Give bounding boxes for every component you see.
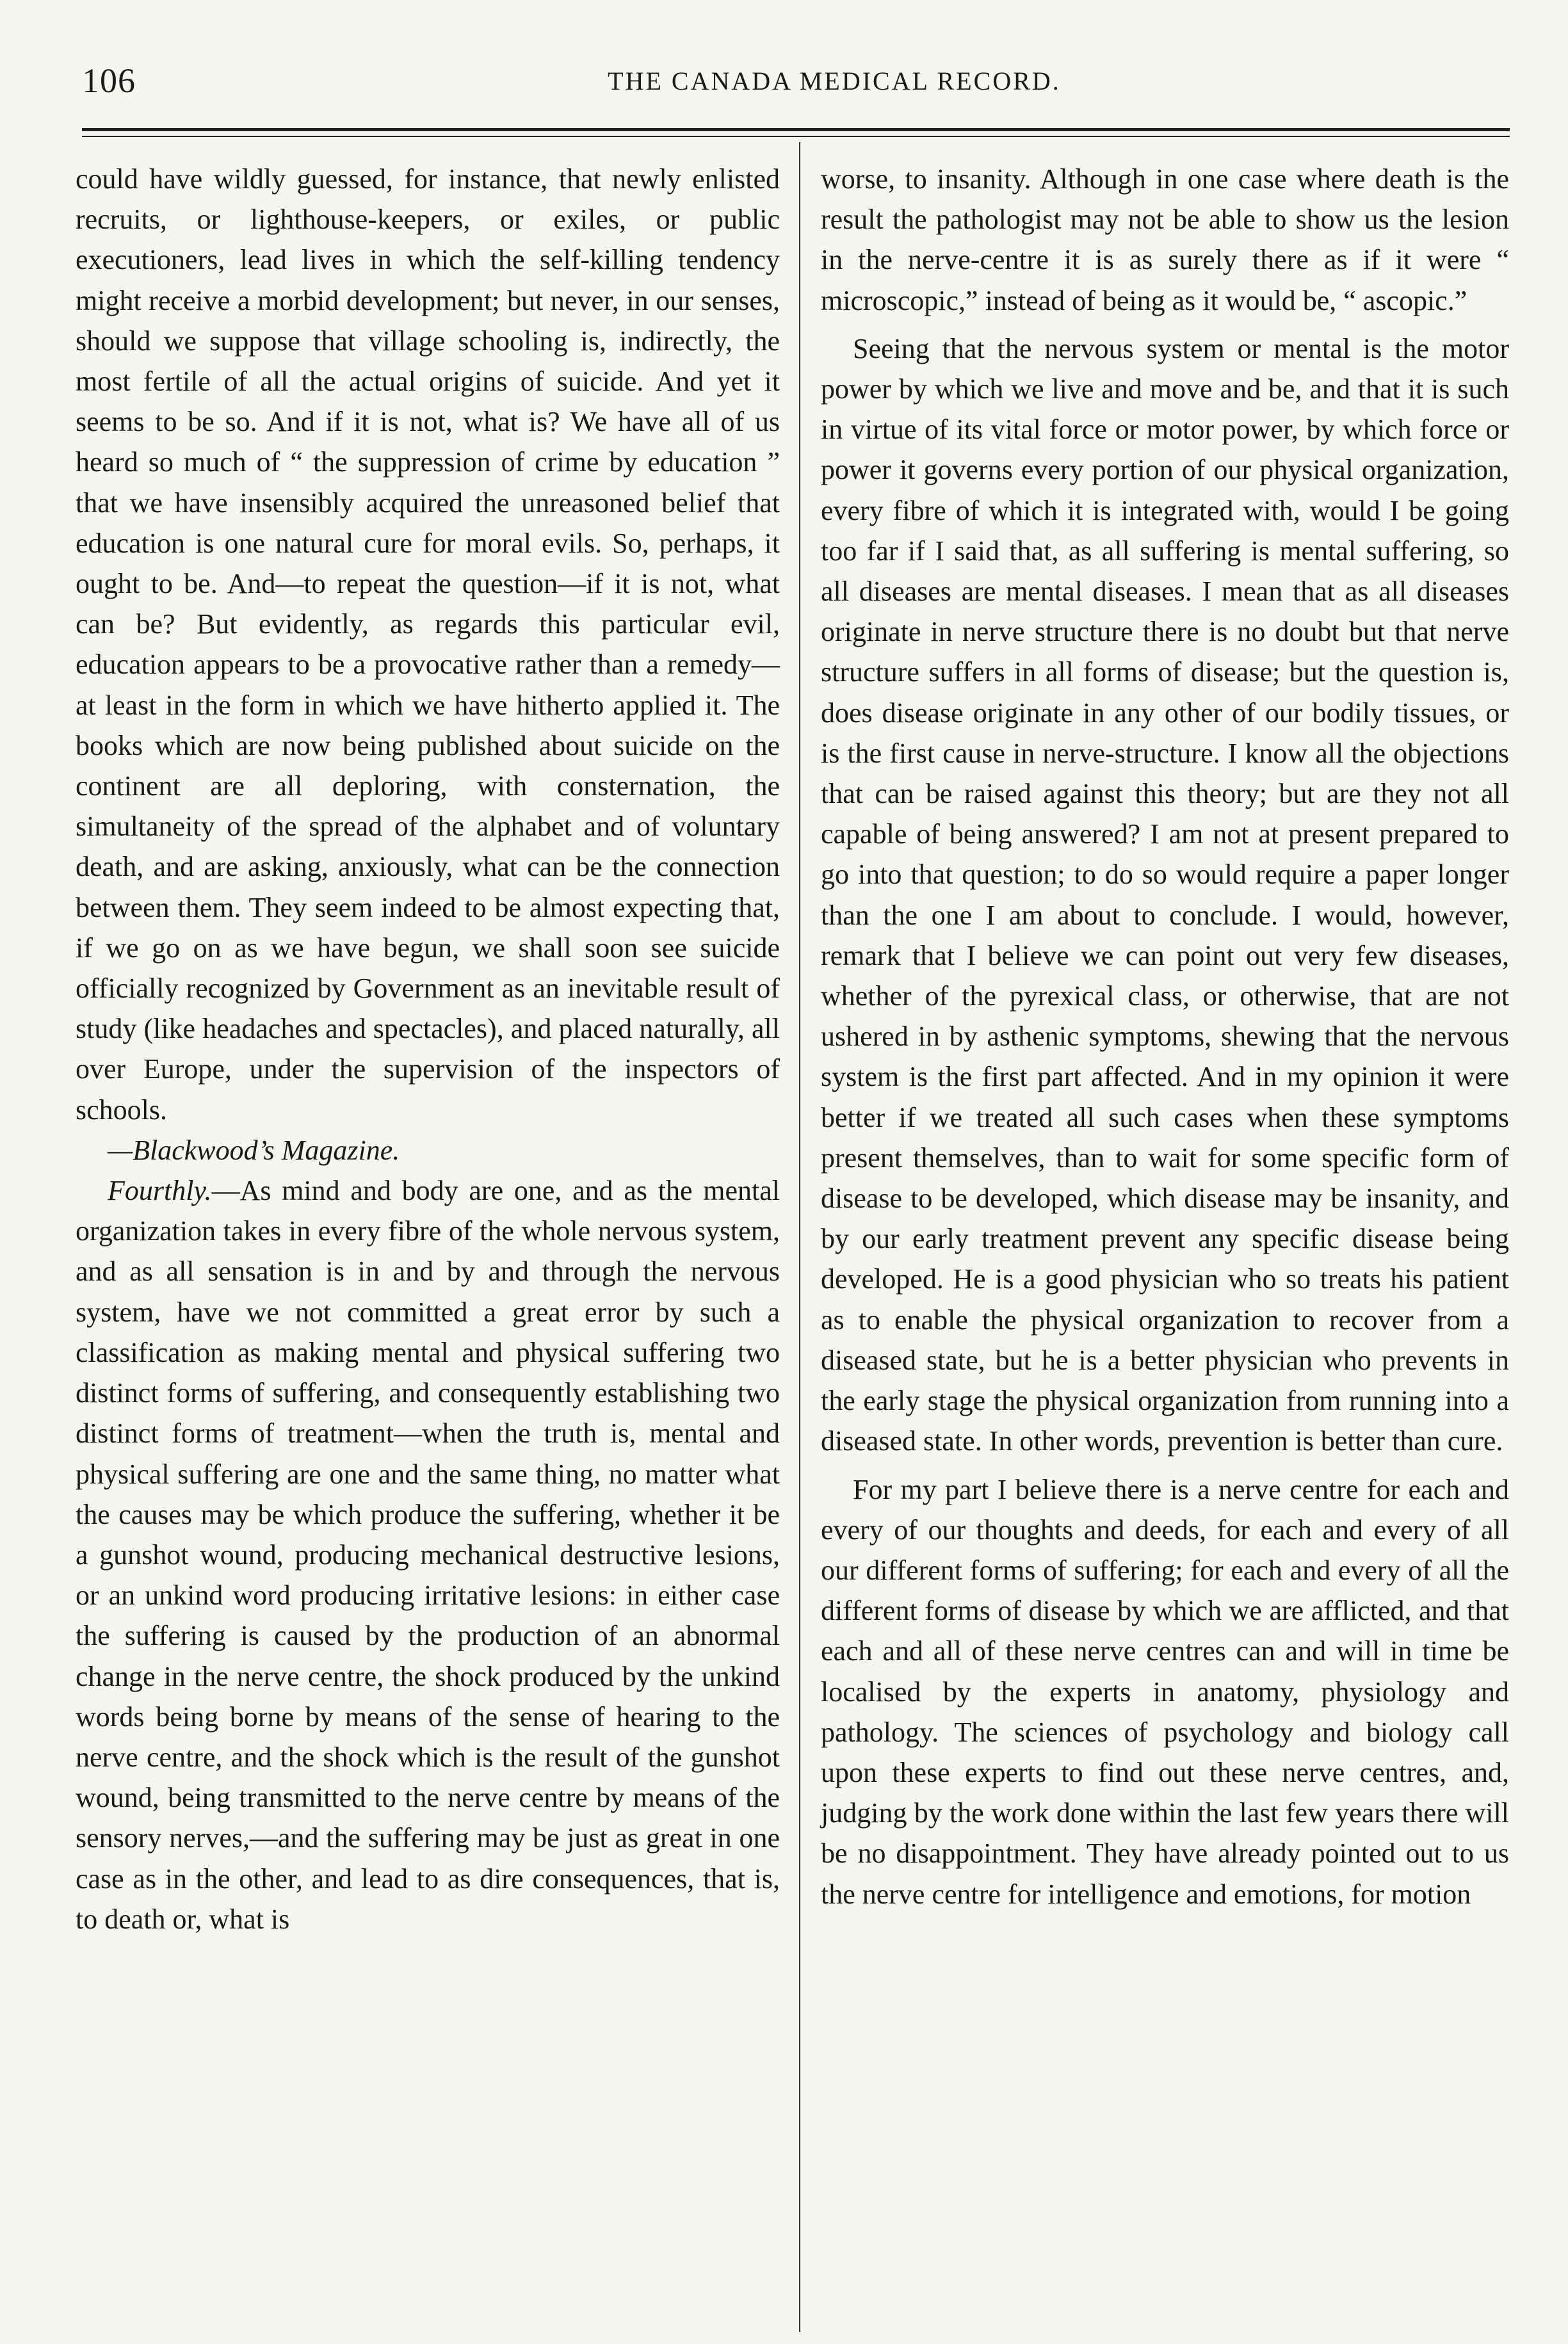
left-paragraph-2-body: —As mind and body are one, and as the mental organization takes in every fibre of the whole nervous system, and as all sensation is in and by and through the nervous system, have we not committed a great error by such a classification as making mental and physical suffering two distinct forms of suffering, and consequently establishing two distinct forms of treatment—when the truth is, mental and physical suffering are one and the same thing, no matter what the causes may be which produce the suffering, whether it be a gunshot wound, producing mechanical destructive lesions, or an unkind word producing irritative lesions: in either case the suffering is caused by the production of an abnormal change in the nerve centre, the shock produced by the unkind words being borne by means of the sense of hearing to the nerve centre, and the shock which is the result of the gunshot wound, being transmitted to the nerve centre by means of the sensory nerves,—and the suffering may be just as great in one case as in the other, and lead to as dire consequences, that is, to death or, what is: [76, 1175, 780, 1935]
page-header: [82, 61, 1510, 112]
left-paragraph-2: [76, 1170, 780, 1939]
right-paragraph-3: For my part I believe there is a nerve centre for each and every of our thoughts and deeds, for each and every of all our different forms of suffering; for each and every of all the different forms of disease by which we are afflicted, and that each and all of these nerve centres can and will in time be localised by the experts in anatomy, physiology and pathology. The sciences of psychology and biology call upon these experts to find out these nerve centres, and, judging by the work done within the last few years there will be no disappointment. They have already pointed out to us the nerve centre for intelligence and emotions, for motion: [821, 1473, 1509, 1910]
left-paragraph-1: could have wildly guessed, for instance, that newly enlisted recruits, or lighthouse-keepers, or exiles, or public executioners, lead lives in which the self-killing tendency might receive a morbid development; but never, in our senses, should we suppose that village schooling is, indirectly, the most fertile of all the actual origins of suicide. And yet it seems to be so. And if it is not, what is? We have all of us heard so much of “ the suppression of crime by education ” that we have insensibly acquired the unreasoned belief that education is one natural cure for moral evils. So, perhaps, it ought to be. And—to repeat the question—if it is not, what can be? But evidently, as regards this particular evil, education appears to be a provocative rather than a remedy—at least in the form in which we have hitherto applied it. The books which are now being published about suicide on the continent are all deploring, with consternation, the simultaneity of the spread of the alphabet and of voluntary death, and are asking, anxiously, what can be the connection between them. They seem indeed to be almost expecting that, if we go on as we have begun, we shall soon see suicide officially recognized by Government as an inevitable result of study (like headaches and spectacles), and placed naturally, all over Europe, under the supervision of the inspectors of schools.: [76, 163, 780, 1126]
right-column: [821, 159, 1509, 1914]
right-paragraph-1: worse, to insanity. Although in one case where death is the result the pathologist may not be able to show us the lesion in the nerve-centre it is as surely there as if it were “ microscopic,” instead of being as it would be, “ ascopic.”: [821, 163, 1509, 316]
source-attribution: —Blackwood’s Magazine.: [108, 1134, 400, 1166]
column-divider: [799, 142, 800, 2332]
paragraph-lead-in: Fourthly.: [108, 1175, 212, 1207]
right-paragraph-2: Seeing that the nervous system or mental is the motor power by which we live and move and be, and that it is such in virtue of its vital force or motor power, by which force or power it governs every portion of our physical organization, every fibre of which it is integrated with, would I be going too far if I said that, as all suffering is mental suffering, so all diseases are mental diseases. I mean that as all diseases originate in nerve structure there is no doubt but that nerve structure suffers in all forms of disease; but the question is, does disease originate in any other of our bodily tissues, or is the first cause in nerve-structure. I know all the objections that can be raised against this theory; but are they not all capable of being answered? I am not at present prepared to go into that question; to do so would require a paper longer than the one I am about to conclude. I would, however, remark that I believe we can point out very few diseases, whether of the pyrexical class, or otherwise, that are not ushered in by asthenic symptoms, shewing that the nervous system is the first part affected. And in my opinion it were better if we treated all such cases when these symptoms present themselves, than to wait for some specific form of disease to be developed, which disease may be insanity, and by our early treatment prevent any specific disease being developed. He is a good physician who so treats his patient as to enable the physical organization to recover from a diseased state, but he is a better physician who prevents in the early stage the physical organization from running into a diseased state. In other words, prevention is better than cure.: [821, 332, 1509, 1457]
page-number: 106: [82, 61, 136, 100]
running-title: THE CANADA MEDICAL RECORD.: [608, 67, 1061, 95]
header-rule-thin: [82, 136, 1510, 137]
header-rule-thick: [82, 128, 1510, 131]
left-column: [76, 159, 780, 1939]
